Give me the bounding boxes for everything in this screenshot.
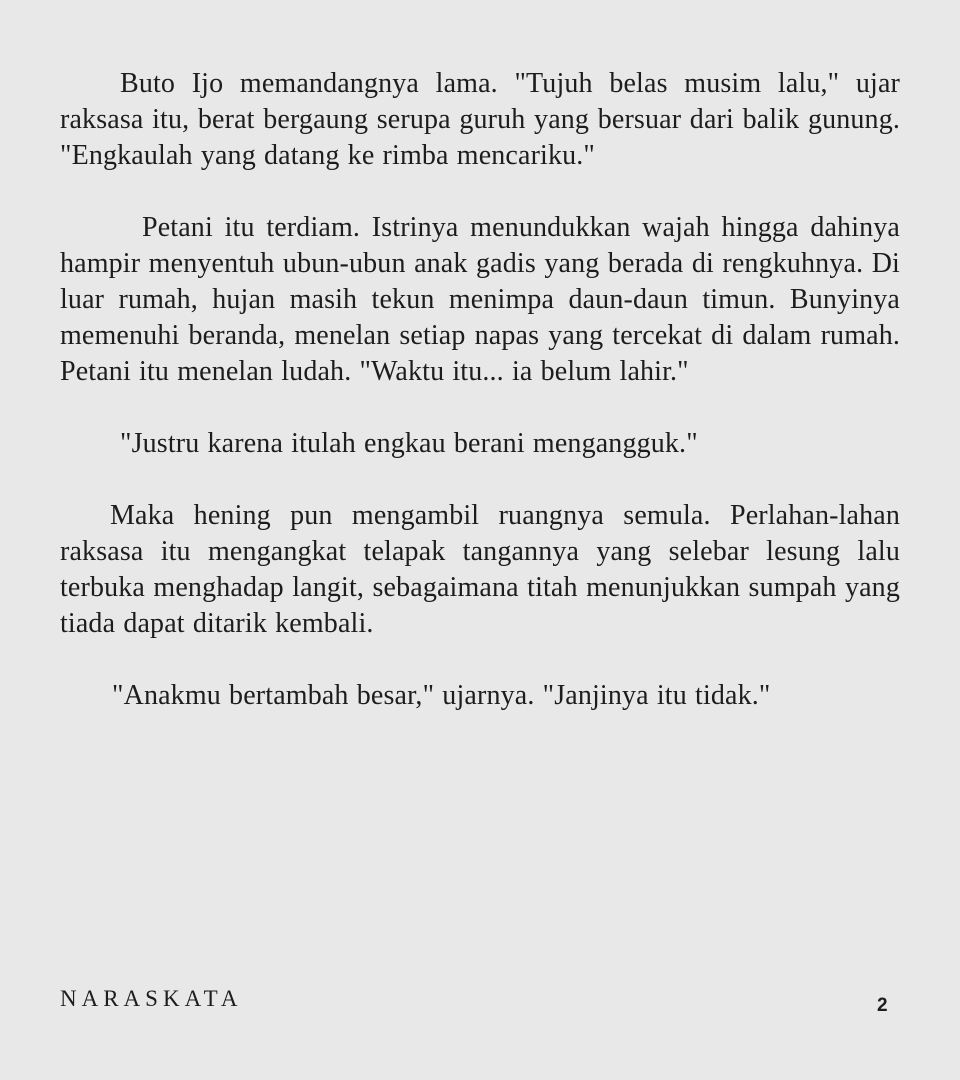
paragraph-1: Buto Ijo memandangnya lama. "Tujuh belas musim lalu," ujar raksasa itu, berat bergaung serupa guruh yang bersuar dari balik gunung. "Engkaulah yang datang ke rimba mencariku." [60,68,900,171]
page-number: 2 [877,995,888,1016]
paragraph-2: Petani itu terdiam. Istrinya menundukkan wajah hingga dahinya hampir menyentuh ubun-ubun anak gadis yang berada di rengkuhnya. Di luar rumah, hujan masih tekun menimpa daun-daun timun. Bunyinya memenuhi beranda, menelan setiap napas yang tercekat di dalam rumah. Petani itu menelan ludah. "Waktu itu... ia belum lahir." [60,212,900,387]
footer-brand: NARASKATA [60,986,243,1011]
paragraph-3: "Justru karena itulah engkau berani mengangguk." [120,428,698,459]
paragraph-5: "Anakmu bertambah besar," ujarnya. "Janjinya itu tidak." [112,680,771,711]
page-body [60,66,900,750]
paragraph-4: Maka hening pun mengambil ruangnya semula. Perlahan-lahan raksasa itu mengangkat telapak tangannya yang selebar lesung lalu terbuka menghadap langit, sebagaimana titah menunjukkan sumpah yang tiada dapat ditarik kembali. [60,500,900,639]
